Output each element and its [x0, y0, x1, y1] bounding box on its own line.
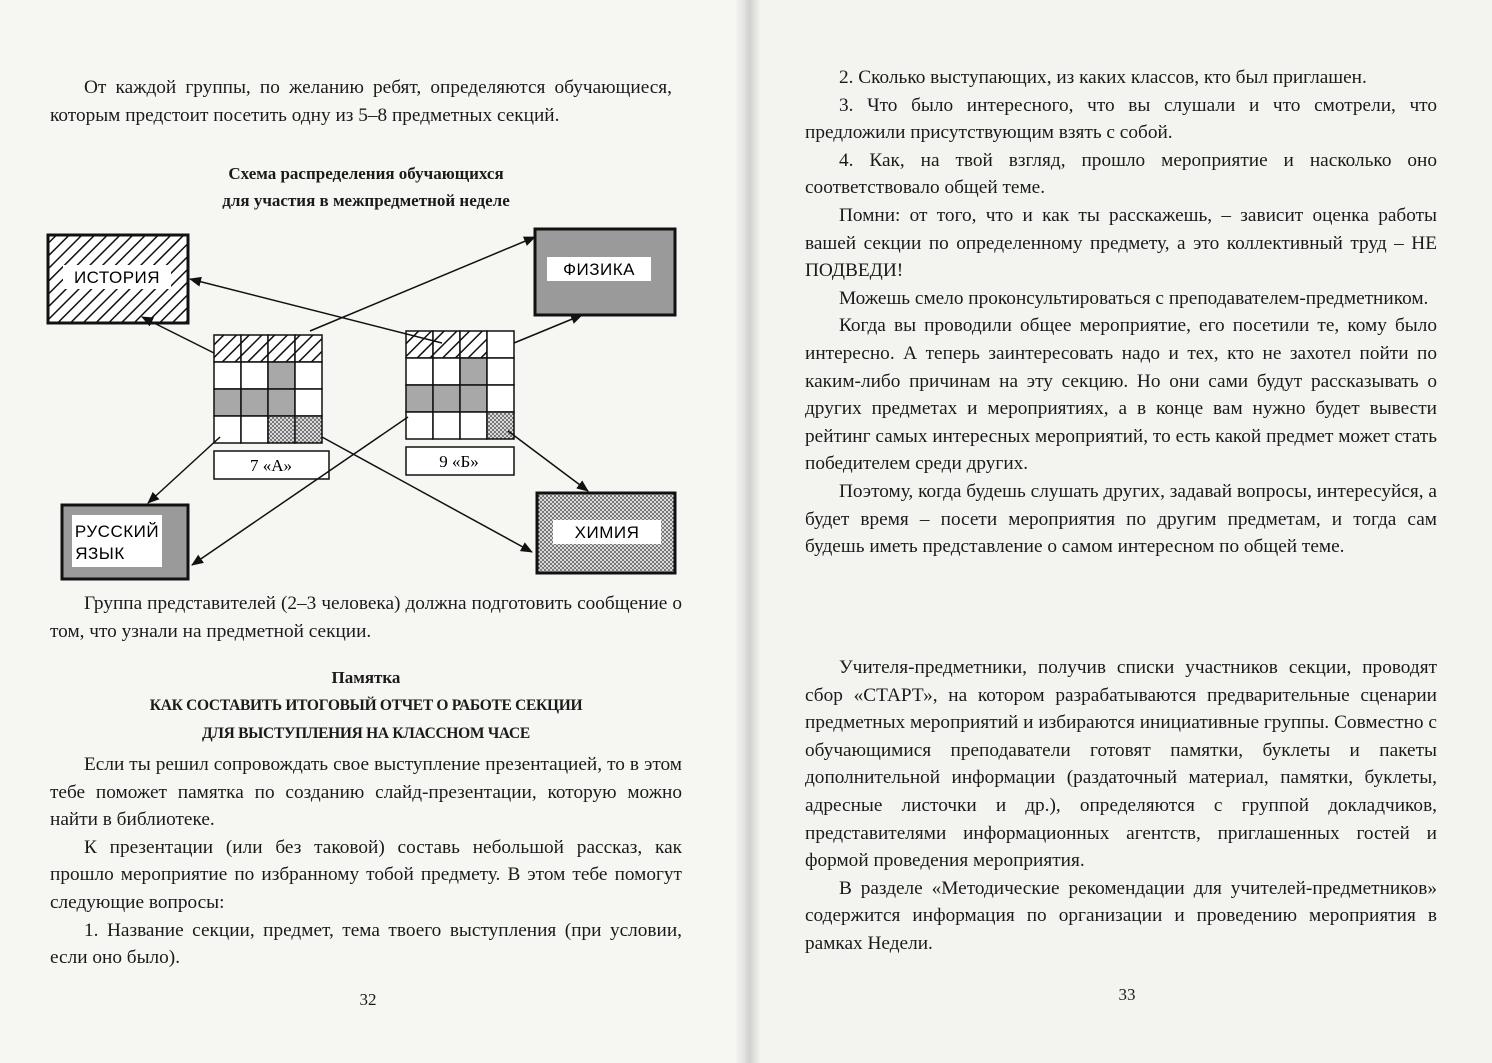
scheme-title-line-2: для участия в межпредметной неделе — [222, 191, 510, 210]
grid-cell — [460, 358, 487, 385]
intro-paragraph: От каждой группы, по желанию ребят, определяются обучающиеся, которым предстоит посетить одну из 5–8 предметных секций. — [50, 77, 672, 126]
paragraph-remember: Помни: от того, что и как ты расскажешь, – зависит оценка работы вашей секции по определенному предмету, а это коллективный труд – НЕ ПОДВЕДИ! — [805, 204, 1437, 282]
grid-cell — [295, 362, 322, 389]
grid-cell — [487, 331, 514, 358]
grid-cell — [406, 358, 433, 385]
grid-cell — [268, 362, 295, 389]
class-9b-label: 9 «Б» — [439, 452, 479, 471]
memo-title: Памятка — [331, 668, 401, 687]
chemistry-label: ХИМИЯ — [574, 523, 640, 542]
grid-cell — [241, 416, 268, 443]
grid-cell — [433, 412, 460, 439]
history-box — [48, 235, 188, 323]
left-body-text — [50, 590, 682, 645]
right-bottom-text — [805, 654, 1437, 958]
grid-cell — [487, 385, 514, 412]
russian-label-line-1: РУССКИЙ — [74, 522, 160, 541]
question-4: 4. Как, на твой взгляд, прошло мероприятие и насколько оно соответствовало общей теме. — [805, 149, 1437, 199]
paragraph-story: К презентации (или без таковой) составь небольшой рассказ, как прошло мероприятие по избранному тобой предмету. В этом тебе помогут следующие вопросы: — [50, 836, 682, 913]
arrow-9b-to-chemistry — [508, 431, 588, 491]
grid-cell — [487, 358, 514, 385]
grid-cell — [295, 416, 322, 443]
paragraph-teachers: Учителя-предметники, получив списки участников секции, проводят сбор «СТАРТ», на котором разрабатываются предварительные сценарии предметных мероприятий и избираются инициативные группы. Совместно с обучающимися преподаватели готовят памятки, буклеты и пакеты дополнительной информации (раздаточный материал, памятки, буклеты, адресные листочки и др.), определяются с группой докладчиков, представителями информационных агентств, приглашенных гостей и формой проведения мероприятия. — [805, 657, 1437, 872]
grid-cell — [433, 331, 460, 358]
right-body-text — [805, 64, 1437, 561]
russian-label-line-2: ЯЗЫК — [75, 544, 125, 563]
class-7a-label-box — [214, 451, 329, 479]
grid-cell — [214, 362, 241, 389]
question-2: 2. Сколько выступающих, из каких классов, кто был приглашен. — [839, 67, 1367, 88]
grid-cell — [241, 335, 268, 362]
grid-cell — [460, 385, 487, 412]
grid-cell — [268, 416, 295, 443]
grid-cell — [241, 362, 268, 389]
class-7a-grid — [214, 335, 322, 443]
grid-cell — [214, 389, 241, 416]
left-page — [0, 0, 745, 1063]
class-9b-label-box — [406, 447, 514, 475]
arrow-7a-to-physics — [310, 237, 535, 331]
scheme-title-line-1: Схема распределения обучающихся — [228, 164, 504, 183]
history-label: ИСТОРИЯ — [73, 268, 161, 287]
grid-cell — [268, 389, 295, 416]
grid-cell — [214, 335, 241, 362]
paragraph-presentation: Если ты решил сопровождать свое выступление презентацией, то в этом тебе поможет памятка по созданию слайд-презентации, которую можно найти в библиотеке. — [50, 754, 682, 831]
intro-paragraph-block — [50, 74, 672, 129]
right-page — [745, 0, 1492, 1063]
memo-title-block — [50, 664, 682, 748]
group-paragraph: Группа представителей (2–3 человека) должна подготовить сообщение о том, что узнали на предметной секции. — [50, 593, 682, 642]
grid-cell — [433, 385, 460, 412]
memo-subtitle-line-1: КАК СОСТАВИТЬ ИТОГОВЫЙ ОТЧЕТ О РАБОТЕ СЕКЦИИ — [149, 697, 583, 714]
page-number-right: 33 — [1118, 985, 1136, 1004]
paragraph-therefore: Поэтому, когда будешь слушать других, задавай вопросы, интересуйся, а будет время – посети мероприятия по другим предметам, и тогда сам будешь иметь представление о самом интересном по общей теме. — [805, 480, 1437, 558]
chemistry-box — [537, 493, 675, 573]
left-memo-paragraphs — [50, 751, 682, 972]
page-number-left: 32 — [359, 990, 377, 1009]
class-7a-label: 7 «А» — [249, 456, 293, 475]
physics-label: ФИЗИКА — [563, 260, 635, 279]
grid-cell — [295, 335, 322, 362]
arrow-9b-to-history — [190, 279, 442, 343]
paragraph-consult: Можешь смело проконсультироваться с преподавателем-предметником. — [839, 287, 1429, 309]
question-1: 1. Название секции, предмет, тема твоего выступления (при условии, если оно было). — [50, 919, 682, 969]
grid-cell — [241, 389, 268, 416]
grid-cell — [406, 412, 433, 439]
grid-cell — [268, 335, 295, 362]
grid-cell — [460, 412, 487, 439]
distribution-diagram — [40, 225, 680, 585]
grid-cell — [433, 358, 460, 385]
memo-subtitle-line-2: ДЛЯ ВЫСТУПЛЕНИЯ НА КЛАССНОМ ЧАСЕ — [202, 725, 530, 742]
grid-cell — [460, 331, 487, 358]
grid-cell — [295, 389, 322, 416]
class-9b-grid — [406, 331, 514, 439]
paragraph-methodical: В разделе «Методические рекомендации для учителей-предметников» содержится информация по организации и проведению мероприятия в рамках Недели. — [805, 877, 1437, 954]
russian-box — [62, 505, 188, 579]
grid-cell — [487, 412, 514, 439]
grid-cell — [406, 385, 433, 412]
physics-box — [535, 229, 675, 315]
paragraph-general-event: Когда вы проводили общее мероприятие, его посетили те, кому было интересно. А теперь заинтересовать надо и тех, кто не захотел пойти по каким-либо причинам на эту секцию. Но они сами будут рассказывать о других предметах и мероприятиях, а в конце вам нужно будет вывести рейтинг самых интересных мероприятий, то есть какой предмет может стать победителем среди других. — [805, 315, 1437, 475]
arrow-7a-to-russian — [148, 437, 220, 503]
question-3: 3. Что было интересного, что вы слушали и что смотрели, что предложили присутствующим взять с собой. — [805, 94, 1437, 144]
arrow-9b-to-physics — [514, 315, 582, 343]
